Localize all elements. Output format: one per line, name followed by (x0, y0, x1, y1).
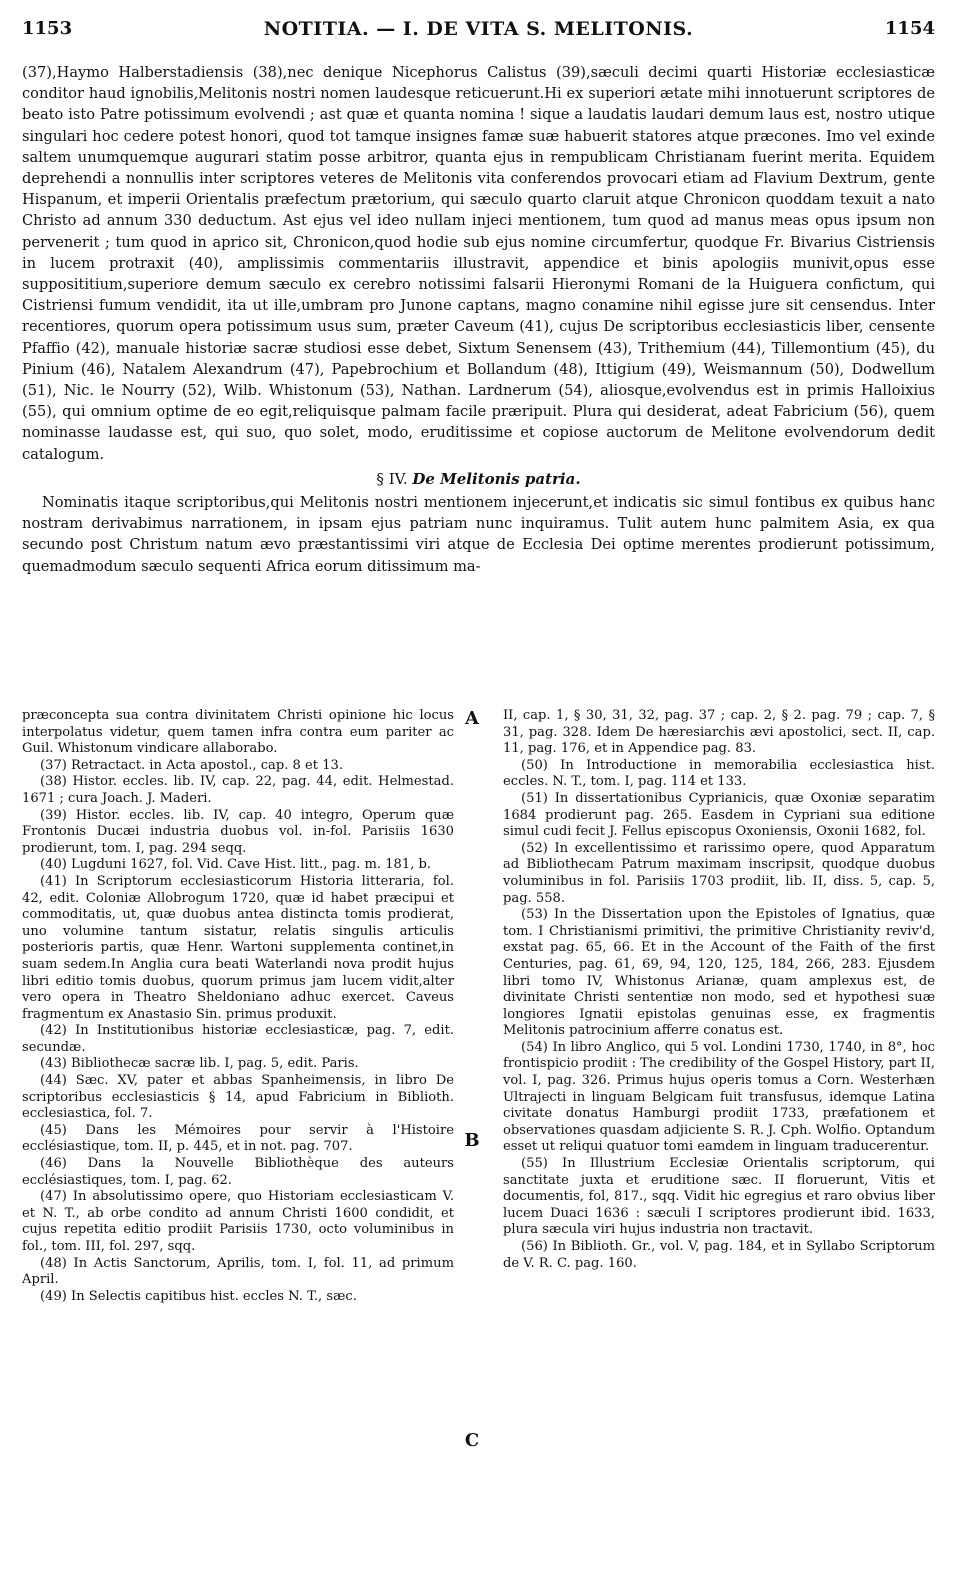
footnote-49-continuation: II, cap. 1, § 30, 31, 32, pag. 37 ; cap. 2, § 2. pag. 79 ; cap. 7, § 31, pag. 328. Idem De hæresiarchis ævi apostolici, sect. II, cap. 11, pag. 176, et in Appendice pag. 83. (503, 708, 935, 757)
margin-letter-b: B (464, 1130, 480, 1151)
footnote-48: (48) In Actis Sanctorum, Aprilis, tom. I, fol. 11, ad primum April. (22, 1255, 454, 1288)
column-number-right: 1154 (884, 18, 935, 39)
footnote-47: (47) In absolutissimo opere, quo Historiam ecclesiasticam V. et N. T., ab orbe condito ad annum Christi 1600 condidit, et cujus repetita editio prodiit Parisiis 1730, octo voluminibus in fol., tom. III, fol. 297, sqq. (22, 1189, 454, 1254)
footnote-53: (53) In the Dissertation upon the Epistoles of Ignatius, quæ tom. I Christianismi primitivi, the primitive Christianity reviv'd, exstat pag. 65, 66. Et in the Account of the Faith of the first Centuries, pag. 61, 69, 94, 120, 125, 184, 266, 283. Ejusdem libri tomo IV, Whistonus Arianæ, quam amplexus est, de divinitate Christi sententiæ non modo, sed et hypothesi suæ longiores Ignatii epistolas genuinas esse, ex fragmentis Melitonis patrocinium afferre conatus est. (503, 907, 935, 1039)
footnote-45: (45) Dans les Mémoires pour servir à l'Histoire ecclésiastique, tom. II, p. 445, et in not. pag. 707. (22, 1122, 454, 1155)
footnotes-right-column (503, 708, 935, 1558)
footnote-37: (37) Retractact. in Acta apostol., cap. 8 et 13. (40, 757, 344, 773)
footnote-54: (54) In libro Anglico, qui 5 vol. Londini 1730, 1740, in 8°, hoc frontispicio prodiit : The credibility of the Gospel History, part II, vol. I, pag. 326. Primus hujus operis tomus a Corn. Westerhæn Ultrajecti in linguam Belgicam fuit transfusus, idemque Latina civitate donatus Hamburgi prodiit 1733, præfationem et observationes quasdam adjiciente S. R. J. Cph. Wolfio. Optandum esset ut reliqui quatuor tomi eamdem in linguam traducerentur. (503, 1039, 935, 1155)
footnote-52: (52) In excellentissimo et rarissimo opere, quod Apparatum ad Bibliothecam Patrum maximam inscripsit, quodque duobus voluminibus in fol. Parisiis 1703 prodiit, lib. II, diss. 5, cap. 5, pag. 558. (503, 840, 935, 906)
paragraph-1: (37),Haymo Halberstadiensis (38),nec denique Nicephorus Calistus (39),sæculi decimi quarti Historiæ ecclesiasticæ conditor haud ignobilis,Melitonis nostri nomen laudesque reticuerunt.Hi ex superiori ætate mihi innotuerunt scriptores de beato isto Patre potissimum evolvendi ; ast quæ et quanta nomina ! sique a laudatis laudari demum laus est, nostro utique singulari hoc cedere potest honori, quod tot tamque insignes famæ suæ habuerit statores atque præcones. Imo vel exinde saltem unumquemque augurari statim posse arbitror, quanta ejus in rempublicam Christianam fuerint merita. Equidem deprehendi a nonnullis inter scriptores veteres de Melitonis vita conferendos provocari etiam ad Flavium Dextrum, gente Hispanum, et imperii Orientalis præfectum prætorium, qui sæculo quarto claruit atque Chronicon quoddam texuit a nato Christo ad annum 330 deductum. Ast ejus vel ideo nullam injeci mentionem, tum quod ad manus meas opus ipsum non pervenerit ; tum quod in aprico sit, Chronicon,quod hodie sub ejus nomine circumfertur, quodque Fr. Bivarius Cistriensis in lucem protraxit (40), amplissimis commentariis illustravit, appendice et binis apologiis munivit,opus esse supposititium,superiore demum sæculo ex cerebro notissimi falsarii Hieronymi Romani de la Huiguera confictum, qui Cistriensi fumum vendidit, ita ut ille,umbram pro Junone captans, magno conamine nihil egisse jure sit censendus. Inter recentiores, quorum opera potissimum usus sum, præter Caveum (41), cujus De scriptoribus ecclesiasticis liber, censente Pfaffio (42), manuale historiæ sacræ studiosi esse debet, Sixtum Senensem (43), Trithemium (44), Tillemontium (45), du Pinium (46), Natalem Alexandrum (47), Papebrochium et Bollandum (48), Ittigium (49), Weismannum (50), Dodwellum (51), Nic. le Nourry (52), Wilb. Whistonum (53), Nathan. Lardnerum (54), aliosque,evolvendus est in primis Halloixius (55), qui omnium optime de eo egit,reliquisque palmam facile præripuit. Plura qui desiderat, adeat Fabricium (56), quem nominasse laudasse est, qui suo, quo solet, modo, eruditissime et copiose auctorum de Melitone evolvendorum dedit catalogum. (22, 64, 935, 463)
footnote-42: (42) In Institutionibus historiæ ecclesiasticæ, pag. 7, edit. secundæ. (22, 1023, 454, 1055)
footnote-44: (44) Sæc. XV, pater et abbas Spanheimensis, in libro De scriptoribus ecclesiasticis § 14, apud Fabricium in Biblioth. ecclesiastica, fol. 7. (22, 1073, 454, 1122)
footnote-49: (49) In Selectis capitibus hist. eccles N. T., sæc. (40, 1288, 357, 1304)
footnote-43: (43) Bibliothecæ sacræ lib. I, pag. 5, edit. Paris. (40, 1056, 359, 1072)
footnote-50: (50) In Introductione in memorabilia ecclesiastica hist. eccles. N. T., tom. I, pag. 114 et 133. (503, 757, 935, 790)
footnote-41: (41) In Scriptorum ecclesiasticorum Historia litteraria, fol. 42, edit. Coloniæ Allobrogum 1720, quæ id habet præcipui et commoditatis, ut, quæ duobus antea distincta tomis prodierat, uno volumine tantum sistatur, relatis singulis articulis posterioris partis, quæ Henr. Wartoni supplementa continet,in suam sedem.In Anglia cura beati Waterlandi nova prodit hujus libri editio tomis duobus, quorum primus jam lucem vidit,alter vero opera in Theatro Sheldoniano adhuc exercet. Caveus fragmentum ex Anastasio Sin. primus produxit. (22, 873, 454, 1022)
footnotes-left-column (22, 708, 454, 1558)
footnote-46: (46) Dans la Nouvelle Bibliothèque des auteurs ecclésiastiques, tom. I, pag. 62. (22, 1156, 454, 1188)
footnote-56: (56) In Biblioth. Gr., vol. V, pag. 184, et in Syllabo Scriptorum de V. R. C. pag. 160. (503, 1239, 935, 1271)
footnote-40: (40) Lugduni 1627, fol. Vid. Cave Hist. litt., pag. m. 181, b. (40, 857, 432, 873)
main-text (22, 62, 935, 577)
footnote-continuation: præconcepta sua contra divinitatem Christi opinione hic locus interpolatus videtur, quem tamen infra contra eum pariter ac Guil. Whistonum vindicare allaborabo. (22, 708, 454, 757)
running-title: NOTITIA. — I. DE VITA S. MELITONIS. (263, 18, 694, 40)
footnote-39: (39) Histor. eccles. lib. IV, cap. 40 integro, Operum quæ Frontonis Ducæi industria duobus vol. in-fol. Parisiis 1630 prodierunt, tom. I, pag. 294 seqq. (22, 807, 454, 856)
running-header (22, 12, 935, 46)
footnotes (22, 708, 935, 1558)
margin-letter-a: A (465, 708, 479, 729)
column-number-left: 1153 (22, 18, 73, 39)
margin-letter-c: C (464, 1430, 480, 1451)
section-heading (22, 469, 935, 490)
footnote-38: (38) Histor. eccles. lib. IV, cap. 22, pag. 44, edit. Helmestad. 1671 ; cura Joach. J. Maderi. (22, 774, 454, 806)
section-number: § IV. (376, 469, 408, 488)
footnote-55: (55) In Illustrium Ecclesiæ Orientalis scriptorum, qui sanctitate juxta et eruditione sæc. II floruerunt, Vitis et documentis, fol, 817., sqq. Vidit hic egregius et raro obvius liber lucem Duaci 1636 : sæculi I scriptores prodierunt ibid. 1633, plura sæcula viri hujus industria non tractavit. (503, 1156, 935, 1238)
footnote-51: (51) In dissertationibus Cyprianicis, quæ Oxoniæ separatim 1684 prodierunt pag. 265. Easdem in Cypriani sua editione simul cudi fecit J. Fellus episcopus Oxoniensis, Oxonii 1682, fol. (503, 790, 935, 840)
paragraph-2: Nominatis itaque scriptoribus,qui Melitonis nostri mentionem injecerunt,et indicatis sic simul fontibus ex quibus hanc nostram derivabimus narrationem, in ipsam ejus patriam nunc inquiramus. Tulit autem hunc palmitem Asia, ex qua secundo post Christum natum ævo præstantissimi viri atque de Ecclesia Dei optime merentes prodierunt potissimum, quemadmodum sæculo sequenti Africa eorum ditissimum ma- (22, 494, 935, 575)
section-title: De Melitonis patria. (412, 469, 581, 488)
